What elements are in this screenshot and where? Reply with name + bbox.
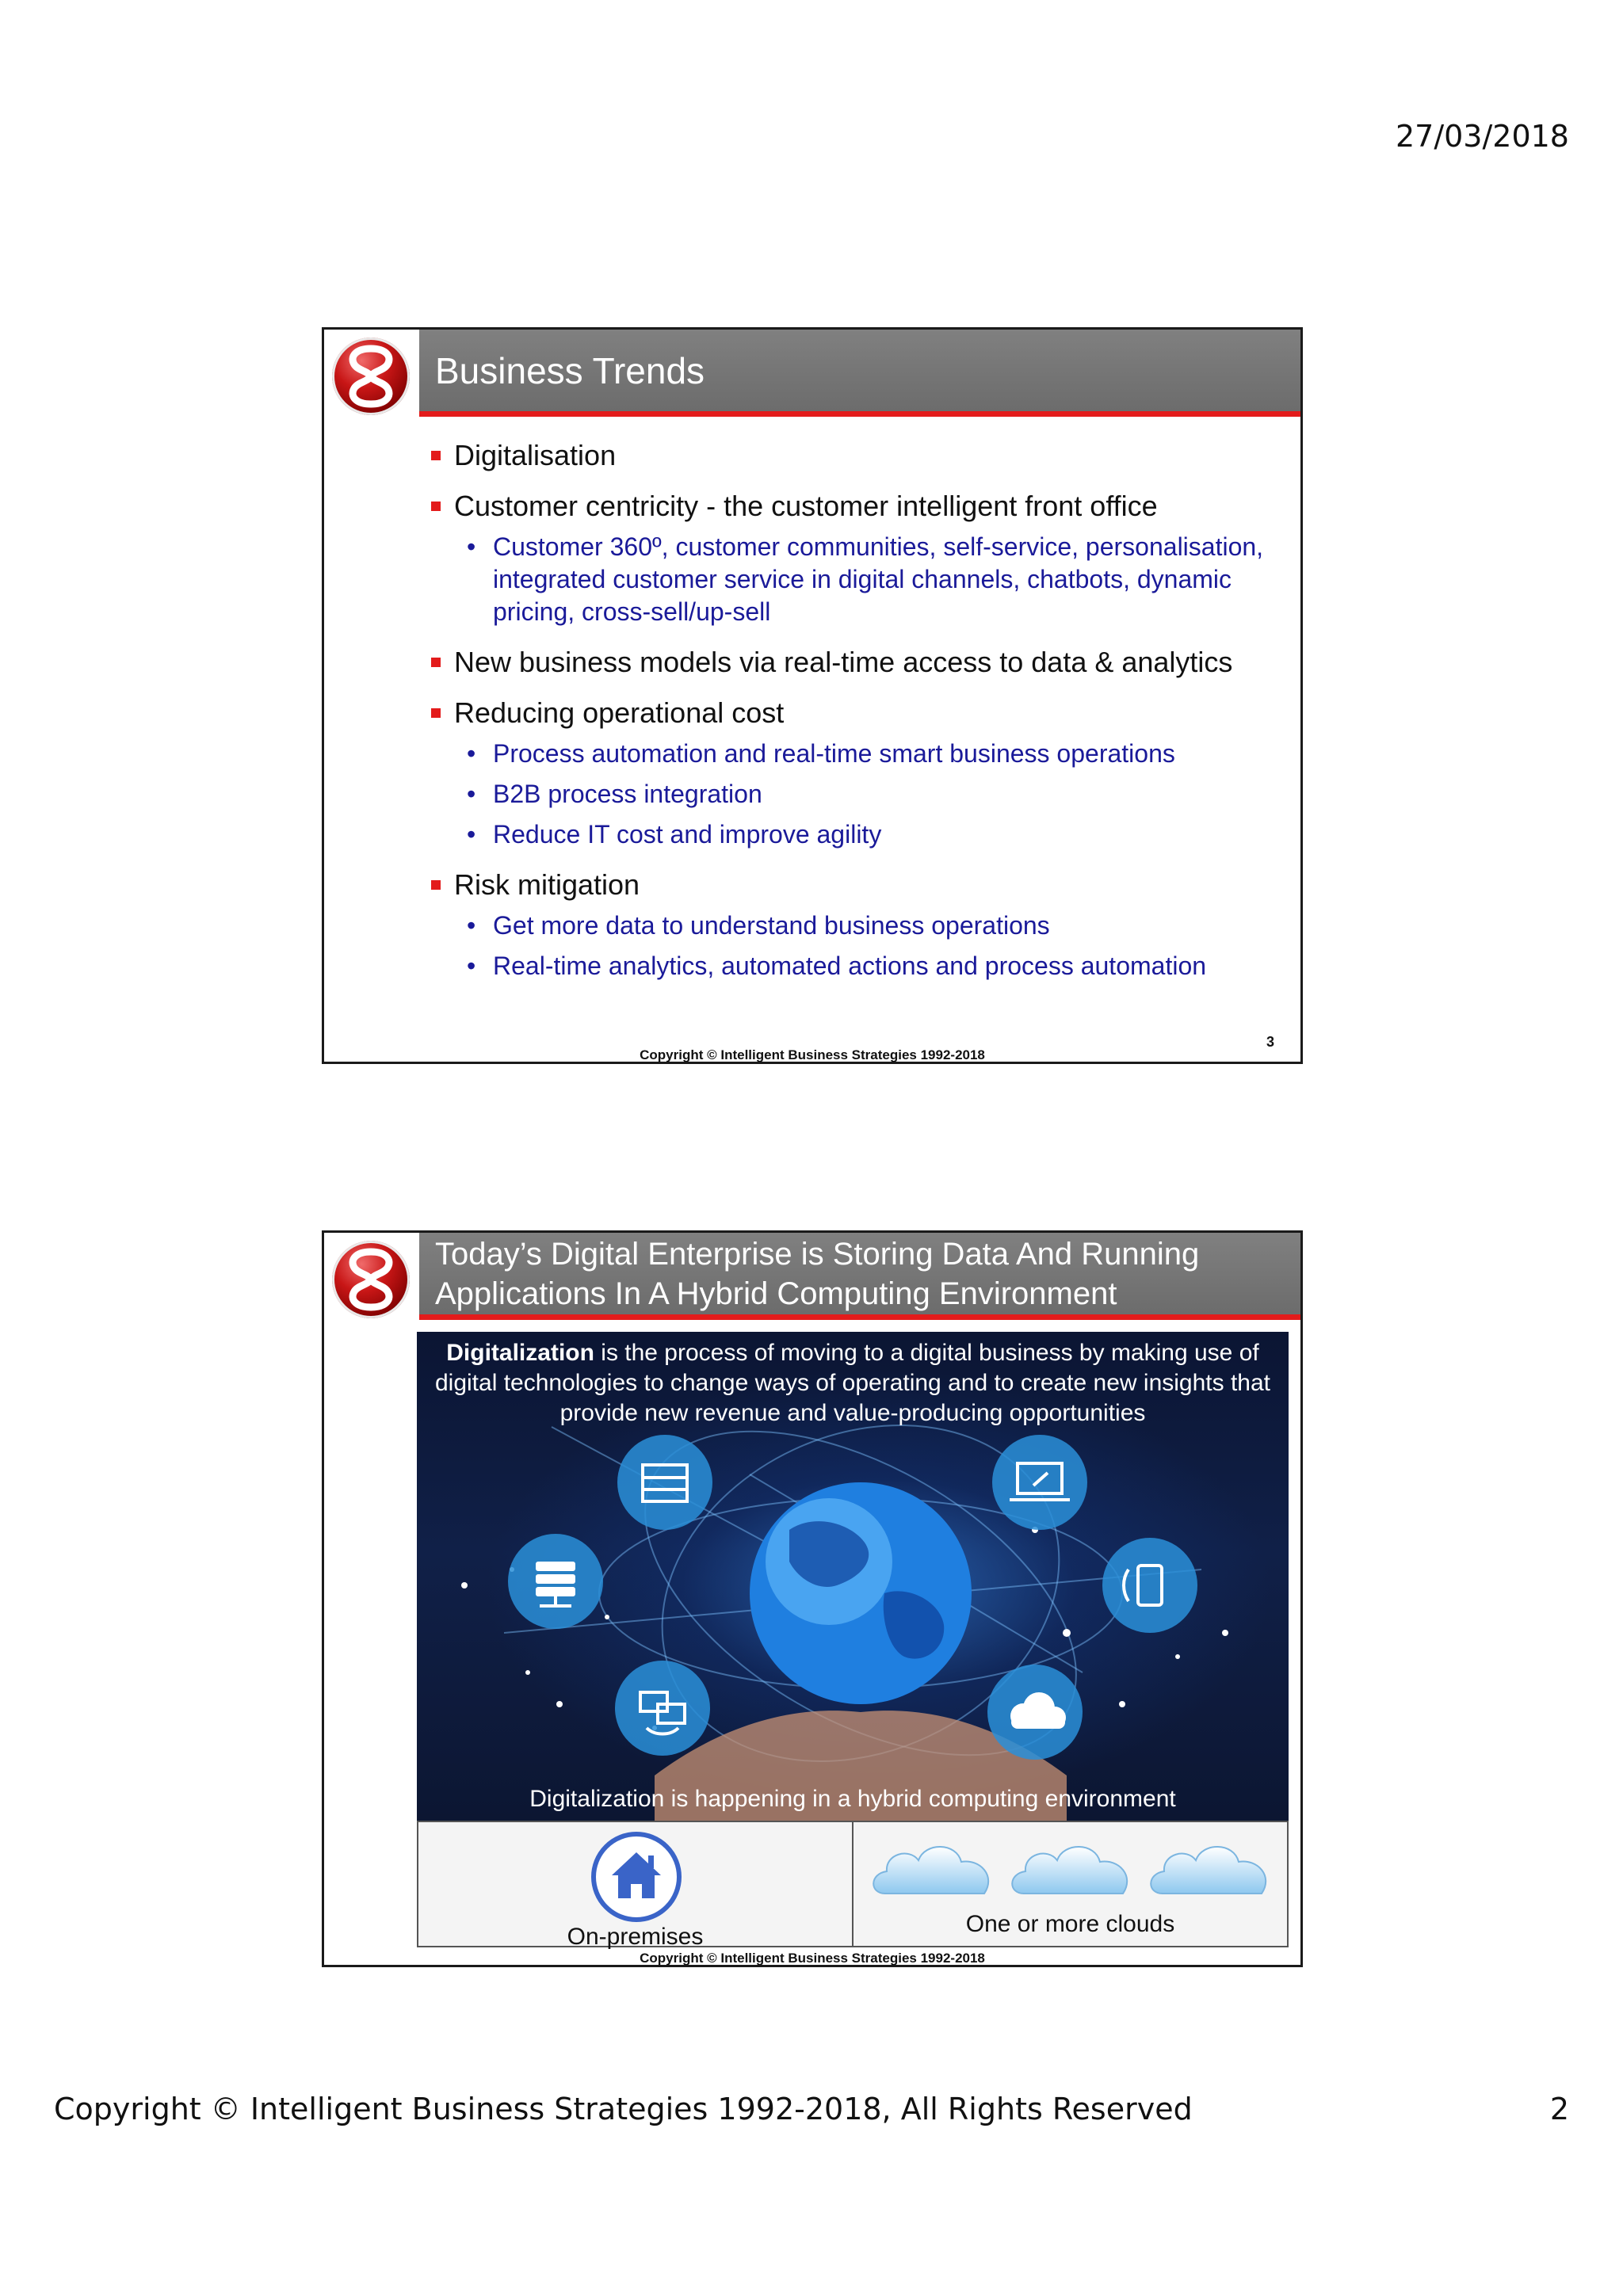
footer-copyright: Copyright © Intelligent Business Strategies 1992-2018, All Rights Reserved — [54, 2092, 1193, 2126]
environment-panel — [417, 1821, 1289, 1950]
sub-bullet-item: • Customer 360º, customer communities, self-service, personalisation, integrated customer service in digital channels, chatbots, dynamic pricing, cross-sell/up-sell — [467, 531, 1285, 628]
slide-copyright: Copyright © Intelligent Business Strategies 1992-2018 — [640, 1951, 985, 1966]
slide-number: 3 — [1266, 1034, 1274, 1050]
sub-bullet-item: • Real-time analytics, automated actions and process automation — [467, 950, 1285, 982]
company-logo — [332, 338, 410, 415]
slide-digital-enterprise — [322, 1230, 1303, 1967]
digitalization-term: Digitalization — [446, 1340, 594, 1366]
slide-title-bar — [419, 1233, 1300, 1320]
on-premises-cell — [418, 1822, 852, 1950]
clouds-cell — [852, 1822, 1287, 1946]
sub-bullet-item: • B2B process integration — [467, 778, 1285, 810]
on-premises-label: On-premises — [567, 1924, 704, 1950]
clouds-icon — [869, 1830, 1281, 1909]
page-number: 2 — [1549, 2092, 1569, 2126]
digitalization-definition — [433, 1338, 1273, 1428]
digital-globe-image — [417, 1332, 1289, 1821]
bullet-list — [431, 439, 1285, 982]
bullet-item: Customer centricity - the customer intelligent front office — [431, 490, 1285, 523]
home-icon — [591, 1832, 682, 1922]
sub-bullet-item: • Process automation and real-time smart business operations — [467, 738, 1285, 770]
clouds-label: One or more clouds — [965, 1911, 1175, 1937]
bullet-item: Risk mitigation — [431, 868, 1285, 902]
page-date: 27/03/2018 — [1395, 119, 1569, 154]
slide-title-bar — [419, 330, 1300, 417]
sub-bullet-item: • Reduce IT cost and improve agility — [467, 818, 1285, 851]
slide-title: Today’s Digital Enterprise is Storing Data And Running Applications In A Hybrid Computing Environment — [435, 1236, 1200, 1311]
hybrid-caption: Digitalization is happening in a hybrid computing environment — [529, 1786, 1176, 1812]
bullet-item: New business models via real-time access to data & analytics — [431, 646, 1285, 679]
bullet-item: Reducing operational cost — [431, 696, 1285, 730]
digitalization-definition-text: is the process of moving to a digital business by making use of digital technologies to change ways of operating and to create new insights that provide new revenue and value-producing opportunities — [434, 1340, 1270, 1426]
page-footer — [54, 2092, 1569, 2126]
slide-business-trends — [322, 327, 1303, 1064]
slide-copyright: Copyright © Intelligent Business Strategies 1992-2018 — [640, 1047, 985, 1062]
company-logo — [332, 1241, 410, 1318]
slide-title: Business Trends — [435, 349, 705, 391]
bullet-item: Digitalisation — [431, 439, 1285, 472]
sub-bullet-item: • Get more data to understand business operations — [467, 910, 1285, 942]
